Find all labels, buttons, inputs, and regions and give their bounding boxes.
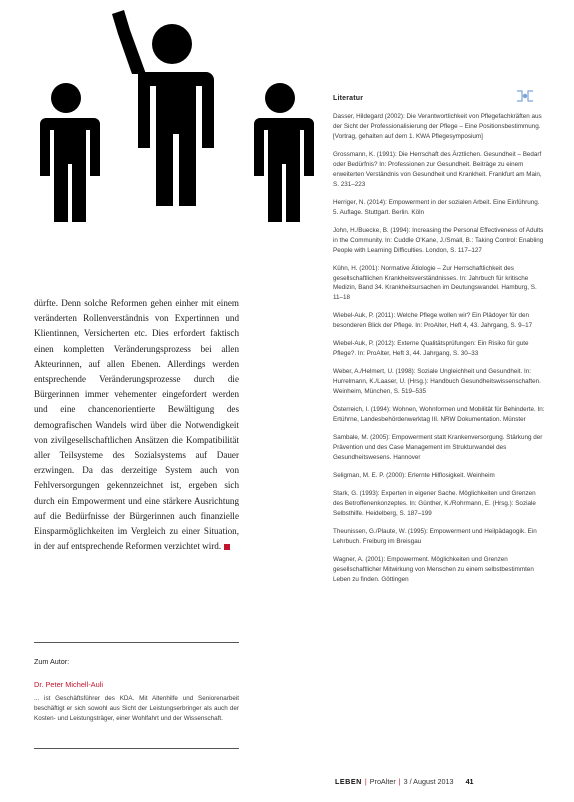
article-body — [34, 296, 239, 554]
page-number: 41 — [465, 777, 474, 786]
footer-separator: | — [364, 777, 367, 786]
footer-separator: | — [398, 777, 401, 786]
author-bio: ... ist Geschäftsführer des KDA. Mit Altenhilfe und Seniorenarbeit beschäftigt er sich sowohl aus Sicht der Leistungserbringer als auch der Kosten- und Leistungsträger, einer Wohlfahrt und der Wissenschaft. — [34, 695, 239, 722]
right-figure-head — [265, 83, 295, 113]
reference-entry: Kühn, H. (2001): Normative Ätiologie – Zur Herrschaftlichkeit des gesellschaftlichen Krankheitsverständnisses. In: Jahrbuch für kritische Medizin, Band 34. Krankheitsursachen im Deutungswandel. Hamburg, S. 11–18 — [333, 264, 537, 302]
author-name: Dr. Peter Michell-Auli — [34, 680, 103, 689]
reference-entry: Wagner, A. (2001): Empowerment. Möglichkeiten und Grenzen gesellschaftlicher Mitwirkung von Menschen zu einem selbstbestimmten Leben zu finden. Göttingen — [333, 556, 534, 584]
literature-heading: Literatur — [333, 95, 364, 102]
footer-magazine: ProAlter — [369, 777, 396, 786]
right-figure-body — [252, 118, 314, 222]
left-figure-head — [51, 83, 81, 113]
reference-list — [333, 112, 545, 593]
reference-entry: Herriger, N. (2014): Empowerment in der sozialen Arbeit. Eine Einführung. 5. Auflage. Stuttgart. Berlin. Köln — [333, 198, 540, 216]
middle-figure-head — [152, 24, 192, 64]
middle-figure-body — [138, 72, 214, 206]
reference-entry: Sambale, M. (2005): Empowerment statt Krankenversorgung. Stärkung der Prävention und des Case Management im Strukturwandel des Gesundheitswesens. Hannover — [333, 434, 543, 462]
reference-entry: Wiebel-Auk, P. (2012): Externe Qualitätsprüfungen: Ein Risiko für gute Pflege?. In: ProAlter, Heft 3, 44. Jahrgang, S. 30–33 — [333, 340, 529, 358]
article-text: dürfte. Denn solche Reformen gehen einher mit einem veränderten Rollenverständnis von Expertinnen und Klientinnen, Versicherten etc. Dies erfordert faktisch einen kompletten Veränderungsprozess bei allen Akteurinnen, auf allen Ebenen. Allerdings werden entsprechende Veränderungsprozesse durch die Bürgerinnen immer vehementer eingefordert werden und eine chancenorientierte Bewältigung des demografischen Wandels wird über die Notwendigkeit von zivilgesellschaftlichen Ansätzen die Kompatibilität aller Teilsysteme des Sozialsystems auf Dauer erzwingen. Da das derzeitige System auch von Fehlversorgungen gekennzeichnet ist, ergeben sich durch ein Empowerment und eine stärkere Ausrichtung auf die Bedürfnisse der Bürgerinnen auch finanzielle Einsparmöglichkeiten im Vergleich zu einer Situation, in der auf entsprechende Reformen verzichtet wird. — [34, 298, 239, 552]
divider-top — [34, 642, 239, 643]
page-footer — [335, 777, 474, 786]
middle-figure-raised-arm — [112, 10, 146, 74]
left-figure-body — [38, 118, 100, 222]
footer-brand: LEBEN — [335, 777, 362, 786]
decorative-logo-icon — [514, 88, 536, 104]
reference-entry: John, H./Buecke, B. (1994): Increasing the Personal Effectiveness of Adults in the Community. In: Cuddle O'Kane, J./Small, B.: Taking Control: Enabling People with Learning Difficulties. London, S. 117–127 — [333, 226, 544, 254]
footer-issue: 3 / August 2013 — [403, 777, 454, 786]
reference-entry: Wiebel-Auk, P. (2011): Welche Pflege wollen wir? Ein Plädoyer für den besonderen Blick der Pflege. In: ProAlter, Heft 4, 43. Jahrgang, S. 9–17 — [333, 312, 533, 330]
end-mark-icon — [224, 544, 230, 550]
three-person-silhouettes-icon — [20, 10, 325, 225]
author-label: Zum Autor: — [34, 657, 70, 666]
reference-entry: Weber, A./Helmert, U. (1998): Soziale Ungleichheit und Gesundheit. In: Hurrelmann, K./Laaser, U. (Hrsg.): Handbuch Gesundheitswissenschaften. Weinheim, München, S. 519–535 — [333, 368, 541, 396]
reference-entry: Seligman, M. E. P. (2000): Erlernte Hilflosigkeit. Weinheim — [333, 472, 495, 480]
reference-entry: Stark, G. (1993): Experten in eigener Sache. Möglichkeiten und Grenzen des Betroffenenkonzeptes. In: Günther, K./Rohrmann, E. (Hrsg.): Soziale Selbsthilfe. Heidelberg, S. 187–199 — [333, 490, 536, 518]
reference-entry: Dasser, Hildegard (2002): Die Verantwortlichkeit von Pflegefachkräften aus der Sicht der Professionalisierung der Pflege – Eine Positionsbestimmung. [Vortrag, gehalten auf dem 1. KWA Pflegesymposium] — [333, 113, 542, 140]
reference-entry: Österreich, I. (1994): Wohnen, Wohnformen und Mobilität für Behinderte. In: Ertührne, Landesbehördenwerktag III. NRW Dokumentation. Münster — [333, 406, 545, 424]
divider-bottom — [34, 748, 239, 749]
reference-entry: Theunissen, G./Plaute, W. (1995): Empowerment und Heilpädagogik. Ein Lehrbuch. Freiburg im Breisgau — [333, 528, 537, 546]
reference-entry: Grossmann, K. (1991): Die Herrschaft des Ärztlichen. Gesundheit – Bedarf oder Bedürfnis? In: Professionen zur Gesundheit. Beiträge zu einem erweiterten Verständnis von Gesundheit und Krankheit. Frankfurt am Main, S. 231–223 — [333, 150, 542, 188]
